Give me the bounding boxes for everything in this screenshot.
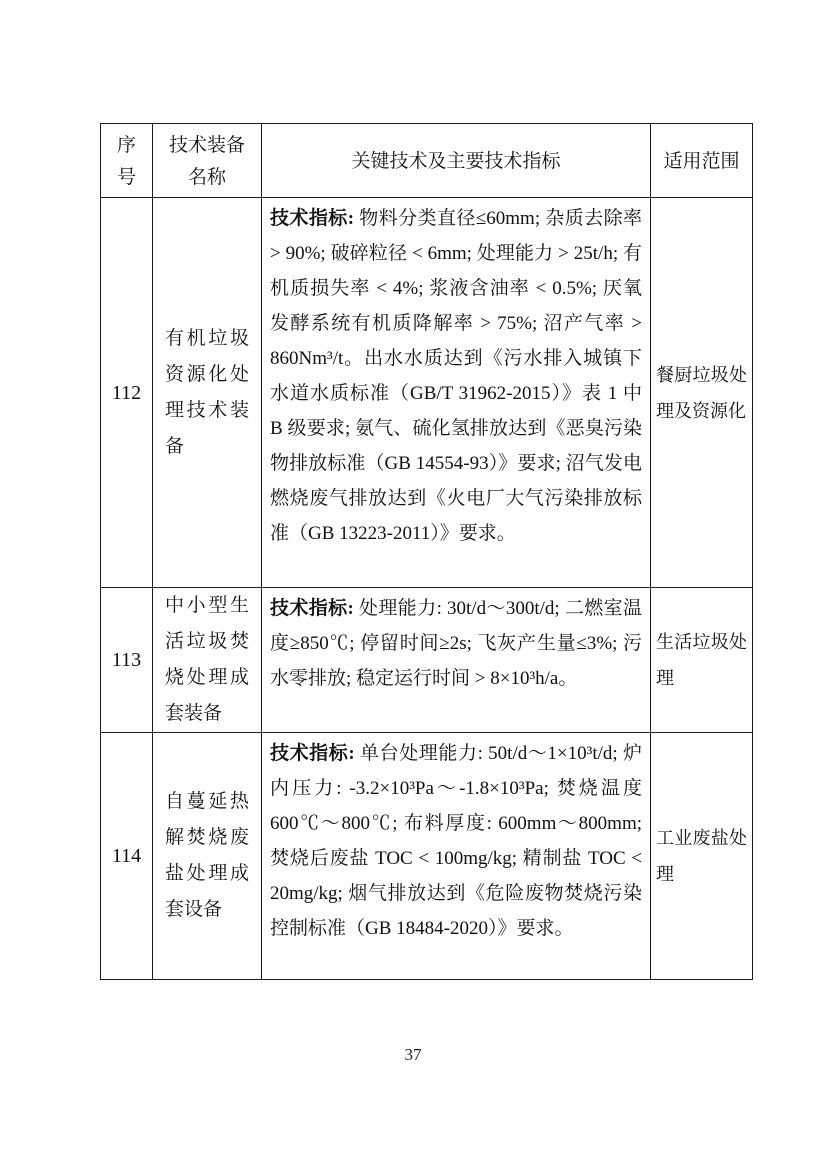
technology-table: [100, 123, 753, 980]
header-scope: 适用范围: [651, 124, 753, 198]
spec-cell: [262, 733, 651, 980]
equipment-name-cell: 有机垃圾资源化处理技术装备: [153, 198, 262, 588]
spec-label: 技术指标:: [270, 743, 361, 764]
equipment-name-cell: 中小型生活垃圾焚烧处理成套装备: [153, 588, 262, 733]
header-serial-number: 序号: [101, 124, 153, 198]
table-row-112: [101, 198, 753, 588]
spec-cell: [262, 588, 651, 733]
page-number: 37: [404, 1045, 422, 1064]
spec-cell: [262, 198, 651, 588]
row-number-cell: 114: [101, 733, 153, 980]
table-row-113: [101, 588, 753, 733]
spec-text: 物料分类直径≤60mm; 杂质去除率 > 90%; 破碎粒径 < 6mm; 处理能力 > 25t/h; 有机质损失率 < 4%; 浆液含油率 < 0.5%; 厌氧发酵系统有机质降解率 > 75%; 沼产气率 > 860Nm³/t。出水水质达到《污水排入城镇下水道水质标准（GB/T 31962-2015）》表 1 中 B 级要求; 氨气、硫化氢排放达到《恶臭污染物排放标准（GB 14554-93）》要求; 沼气发电燃烧废气排放达到《火电厂大气污染排放标准（GB 13223-2011）》要求。: [270, 208, 643, 544]
table-body: [101, 198, 753, 980]
header-row: [101, 124, 753, 198]
row-number-cell: 113: [101, 588, 153, 733]
table-row-114: [101, 733, 753, 980]
spec-label: 技术指标:: [270, 598, 360, 619]
header-key-specs: 关键技术及主要技术指标: [262, 124, 651, 198]
scope-cell: 生活垃圾处理: [651, 588, 753, 733]
row-number-cell: 112: [101, 198, 153, 588]
table-header: [101, 124, 753, 198]
spec-text: 处理能力: 30t/d～300t/d; 二燃室温度≥850℃; 停留时间≥2s; 飞灰产生量≤3%; 污水零排放; 稳定运行时间 > 8×10³h/a。: [270, 598, 642, 689]
scope-cell: 工业废盐处理: [651, 733, 753, 980]
spec-text: 单台处理能力: 50t/d～1×10³t/d; 炉内压力: -3.2×10³Pa～-1.8×10³Pa; 焚烧温度 600℃～800℃; 布料厚度: 600mm～800mm; 焚烧后废盐 TOC < 100mg/kg; 精制盐 TOC < 20mg/kg; 烟气排放达到《危险废物焚烧污染控制标准（GB 18484-2020）》要求。: [270, 743, 643, 939]
spec-label: 技术指标:: [270, 208, 360, 229]
equipment-name-cell: 自蔓延热解焚烧废盐处理成套设备: [153, 733, 262, 980]
scope-cell: 餐厨垃圾处理及资源化: [651, 198, 753, 588]
header-equipment-name: 技术装备名称: [153, 124, 262, 198]
